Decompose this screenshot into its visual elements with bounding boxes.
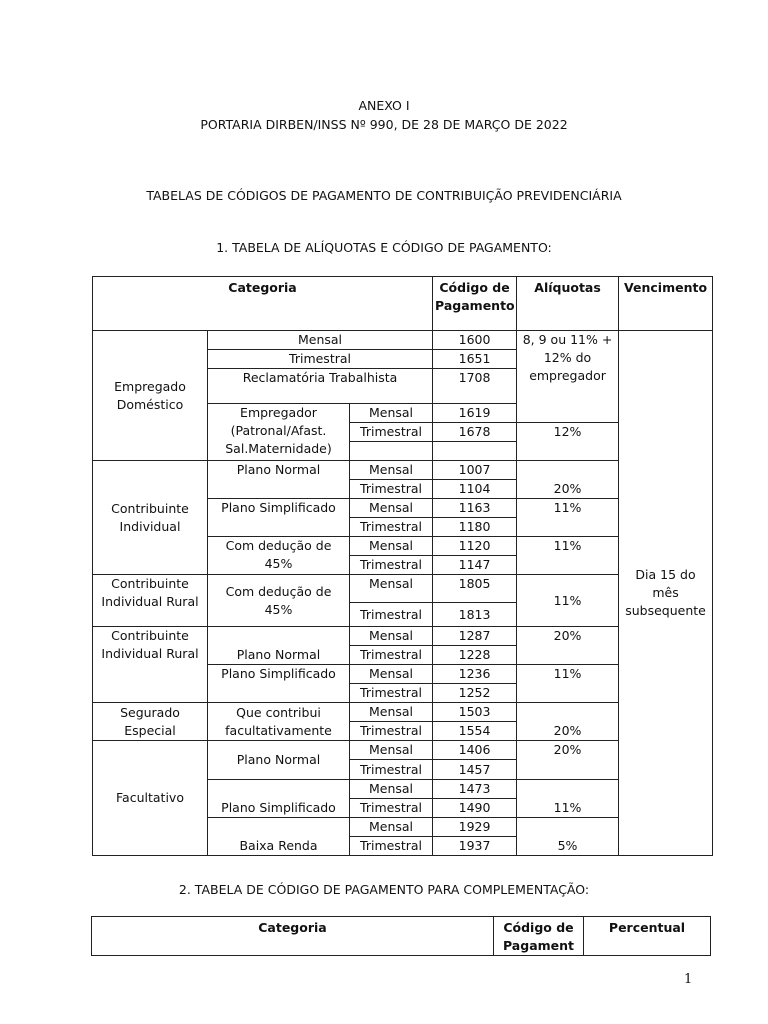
period-trimestral: Trimestral <box>350 556 433 575</box>
sub-plano-normal: Plano Normal <box>208 461 350 499</box>
code-cell: 1252 <box>433 684 517 703</box>
header-codigo: Código de Pagament <box>494 917 584 956</box>
sub-deducao: Com dedução de 45% <box>208 537 350 575</box>
period-mensal: Mensal <box>350 537 433 556</box>
period-trimestral: Trimestral <box>350 722 433 741</box>
aliquota-cell: 12% <box>517 423 619 461</box>
header-codigo: Código de Pagamento <box>433 277 517 331</box>
code-cell: 1228 <box>433 646 517 665</box>
code-cell: 1503 <box>433 703 517 722</box>
portaria-title: PORTARIA DIRBEN/INSS Nº 990, DE 28 DE MARÇO DE 2022 <box>200 117 568 132</box>
document-title: TABELAS DE CÓDIGOS DE PAGAMENTO DE CONTRIBUIÇÃO PREVIDENCIÁRIA <box>146 188 622 203</box>
period-trimestral: Trimestral <box>350 799 433 818</box>
code-cell: 1180 <box>433 518 517 537</box>
code-cell: 1287 <box>433 627 517 646</box>
period-trimestral: Trimestral <box>350 603 433 627</box>
sub-plano-normal: Plano Normal <box>208 627 350 665</box>
category-contribuinte-individual-rural: Contribuinte Individual Rural <box>93 575 208 627</box>
complementacao-table <box>91 916 711 956</box>
code-cell: 1147 <box>433 556 517 575</box>
code-cell: 1007 <box>433 461 517 480</box>
aliquota-cell: 20% <box>517 741 619 780</box>
header-aliquotas: Alíquotas <box>517 277 619 331</box>
code-cell: 1651 <box>433 350 517 369</box>
period-trimestral: Trimestral <box>350 480 433 499</box>
code-cell: 1104 <box>433 480 517 499</box>
period-mensal: Mensal <box>350 575 433 603</box>
category-facultativo: Facultativo <box>93 741 208 856</box>
code-cell: 1163 <box>433 499 517 518</box>
period-mensal: Mensal <box>350 627 433 646</box>
period-trimestral: Trimestral <box>350 837 433 856</box>
code-cell: 1406 <box>433 741 517 760</box>
sub-empregador: Empregador (Patronal/Afast. Sal.Maternidade) <box>208 404 350 461</box>
period-trimestral: Trimestral <box>350 760 433 780</box>
period-mensal: Mensal <box>350 818 433 837</box>
sub-plano-simplificado: Plano Simplificado <box>208 780 350 818</box>
header-categoria: Categoria <box>92 917 494 956</box>
period-mensal: Mensal <box>350 499 433 518</box>
code-cell: 1600 <box>433 331 517 350</box>
code-cell: 1708 <box>433 369 517 404</box>
page-number: 1 <box>684 972 693 987</box>
period-mensal: Mensal <box>350 780 433 799</box>
period-trimestral: Trimestral <box>350 646 433 665</box>
table1-heading: 1. TABELA DE ALÍQUOTAS E CÓDIGO DE PAGAMENTO: <box>216 240 552 255</box>
aliquota-cell: 11% <box>517 665 619 703</box>
aliquota-cell: 11% <box>517 499 619 537</box>
aliquota-cell: 11% <box>517 537 619 575</box>
code-cell: 1554 <box>433 722 517 741</box>
code-cell: 1457 <box>433 760 517 780</box>
code-cell: 1490 <box>433 799 517 818</box>
period-mensal: Mensal <box>350 741 433 760</box>
category-empregado-domestico: Empregado Doméstico <box>93 331 208 461</box>
code-cell: 1473 <box>433 780 517 799</box>
header-vencimento: Vencimento <box>619 277 713 331</box>
period-mensal: Mensal <box>350 703 433 722</box>
code-cell: 1619 <box>433 404 517 423</box>
code-cell: 1120 <box>433 537 517 556</box>
aliquota-domestico: 8, 9 ou 11% + 12% do empregador <box>517 331 619 423</box>
code-cell: 1678 <box>433 423 517 442</box>
aliquota-cell: 20% <box>517 703 619 741</box>
sub-trimestral: Trimestral <box>208 350 433 369</box>
sub-plano-simplificado: Plano Simplificado <box>208 665 350 703</box>
sub-baixa-renda: Baixa Renda <box>208 818 350 856</box>
period-trimestral: Trimestral <box>350 684 433 703</box>
category-contribuinte-individual: Contribuinte Individual <box>93 461 208 575</box>
sub-reclamatoria: Reclamatória Trabalhista <box>208 369 433 404</box>
header-categoria: Categoria <box>93 277 433 331</box>
table2-heading: 2. TABELA DE CÓDIGO DE PAGAMENTO PARA COMPLEMENTAÇÃO: <box>178 882 590 897</box>
vencimento-cell: Dia 15 do mês subsequente <box>619 331 713 856</box>
aliquota-cell: 20% <box>517 627 619 665</box>
annex-title: ANEXO I <box>358 98 410 113</box>
category-segurado-especial: Segurado Especial <box>93 703 208 741</box>
code-cell: 1813 <box>433 603 517 627</box>
aliquotas-table <box>92 276 713 856</box>
sub-plano-normal: Plano Normal <box>208 741 350 780</box>
sub-contribui-facultativamente: Que contribui facultativamente <box>208 703 350 741</box>
category-contribuinte-individual-rural: Contribuinte Individual Rural <box>93 627 208 703</box>
aliquota-cell: 5% <box>517 818 619 856</box>
code-cell: 1937 <box>433 837 517 856</box>
period-trimestral: Trimestral <box>350 518 433 537</box>
aliquota-cell: 11% <box>517 575 619 627</box>
period-mensal: Mensal <box>350 404 433 423</box>
sub-mensal: Mensal <box>208 331 433 350</box>
code-cell: 1805 <box>433 575 517 603</box>
sub-plano-simplificado: Plano Simplificado <box>208 499 350 537</box>
code-cell: 1929 <box>433 818 517 837</box>
period-mensal: Mensal <box>350 461 433 480</box>
aliquota-cell: 11% <box>517 780 619 818</box>
aliquota-cell: 20% <box>517 461 619 499</box>
sub-deducao: Com dedução de 45% <box>208 575 350 627</box>
period-trimestral: Trimestral <box>350 423 433 442</box>
code-cell: 1236 <box>433 665 517 684</box>
header-percentual: Percentual <box>584 917 711 956</box>
period-mensal: Mensal <box>350 665 433 684</box>
